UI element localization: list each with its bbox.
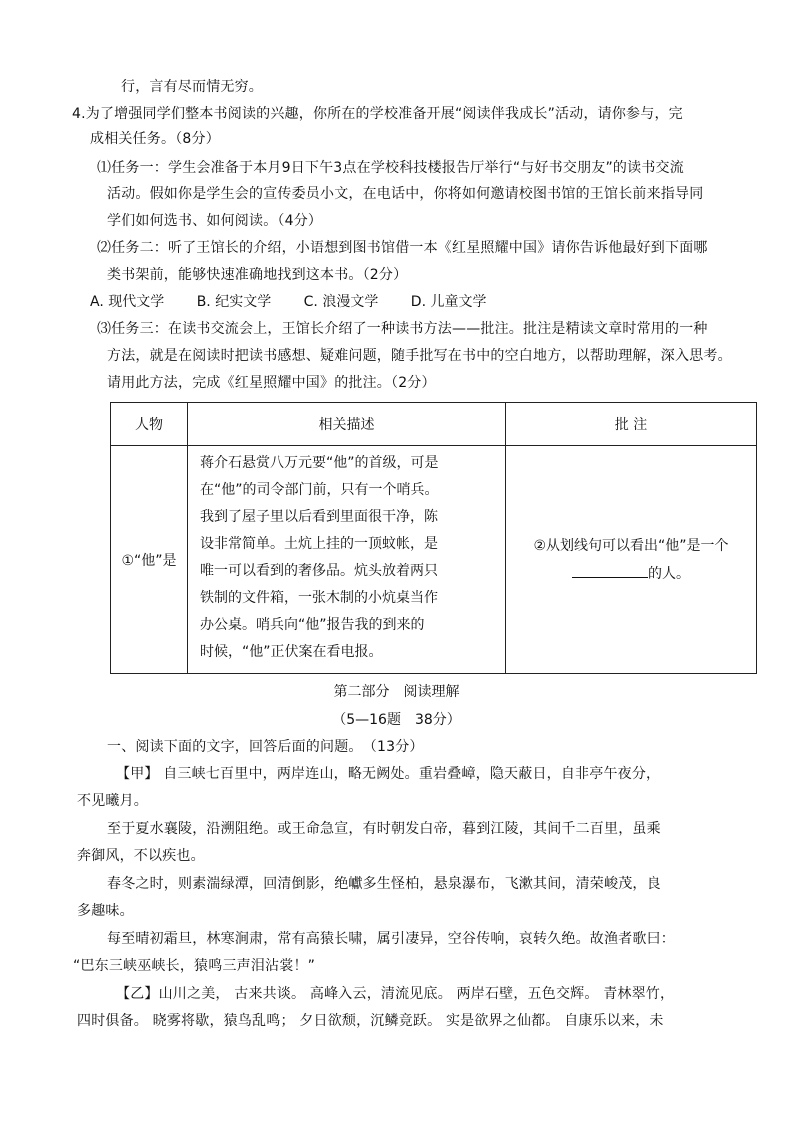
header-description: 相关描述 [188,403,506,446]
task-1-line: 活动。假如你是学生会的宣传委员小文，在电话中，你将如何邀请校图书馆的王馆长前来指导同 [107,186,704,202]
person-cell: ①“他”是 [111,446,188,674]
task-2-line: ⑵任务二：听了王馆长的介绍，小语想到图书馆借一本《红星照耀中国》请你告诉他最好到下面哪 [97,240,708,256]
annotation-blank-line [506,560,756,588]
description-line: 我到了屋子里以后看到里面很干净，陈 [200,509,438,525]
task-2-line: 类书架前，能够快速准确地找到这本书。（2分） [107,267,408,283]
passage-line: 至于夏水襄陵，沿溯阻绝。或王命急宣，有时朝发白帝，暮到江陵，其间千二百里，虽乘 [107,821,661,837]
reading-intro: 一、阅读下面的文字，回答后面的问题。 （13分） [107,739,424,755]
passage-line: 多趣味。 [77,903,134,919]
question-4-line: 4.为了增强同学们整本书阅读的兴趣，你所在的学校准备开展“阅读伴我成长”活动，请你参与，完 [72,106,683,122]
passage-line: 奔御风，不以疾也。 [77,848,205,864]
option-c: C. 浪漫文学 [303,294,379,310]
description-cell [188,446,506,674]
section-range: （5—16题 38分） [332,712,461,728]
passage-line: 不见曦月。 [77,793,148,809]
passage-line: “巴东三峡巫峡长，猿鸣三声泪沾裳！” [73,958,316,974]
option-d: D. 儿童文学 [410,294,487,310]
passage-line: 每至晴初霜旦，林寒涧肃，常有高猿长啸，属引凄异，空谷传响，哀转久绝。故渔者歌曰： [107,931,675,947]
table-row [111,446,757,674]
description-line: 铁制的文件箱，一张木制的小炕桌当作 [200,590,438,606]
header-person: 人物 [111,403,188,446]
annotation-table [110,402,757,674]
task-1-line: 学们如何选书、如何阅读。（4分） [107,213,323,229]
annotation-cell[interactable] [506,446,757,674]
header-annotation: 批 注 [506,403,757,446]
answer-blank[interactable] [572,563,648,578]
passage-line: 【甲】 自三峡七百里中，两岸连山，略无阙处。重岩叠嶂，隐天蔽日，自非亭午夜分， [116,766,661,782]
option-b: B. 纪实文学 [196,294,272,310]
text-line: 行，言有尽而情无穷。 [121,79,263,95]
task-3-line: 请用此方法，完成《红星照耀中国》的批注。（2分） [107,375,436,391]
section-title: 第二部分 阅读理解 [333,684,460,700]
option-list [90,292,514,312]
passage-line: 【乙】山川之美， 古来共谈。 高峰入云，清流见底。 两岸石壁，五色交辉。 青林翠竹， [116,986,675,1002]
description-line: 设非常简单。土炕上挂的一顶蚊帐，是 [200,536,438,552]
description-line: 唯一可以看到的奢侈品。炕头放着两只 [200,563,438,579]
description-line: 办公桌。哨兵向“他”报告我的到来的 [200,617,425,633]
description-line: 在“他”的司令部门前，只有一个哨兵。 [200,482,439,498]
passage-line: 春冬之时，则素湍绿潭，回清倒影，绝巘多生怪柏，悬泉瀑布，飞漱其间，清荣峻茂，良 [107,876,661,892]
passage-line: 四时俱备。 晓雾将歇，猿鸟乱鸣； 夕日欲颓，沉鳞竞跃。 实是欲界之仙都。 自康乐以来，未 [77,1013,664,1029]
table-header-row [111,403,757,446]
question-4-line: 成相关任务。（8分） [90,131,220,147]
annotation-prompt: ②从划线句可以看出“他”是一个 [533,537,729,554]
description-line: 时候，“他”正伏案在看电报。 [200,644,383,660]
task-3-line: 方法，就是在阅读时把读书感想、疑难问题，随手批写在书中的空白地方，以帮助理解，深入思考。 [107,348,732,364]
task-3-line: ⑶任务三：在读书交流会上，王馆长介绍了一种读书方法——批注。批注是精读文章时常用的一种 [97,321,708,337]
task-1-line: ⑴任务一：学生会准备于本月9日下午3点在学校科技楼报告厅举行“与好书交朋友”的读书交流 [97,160,684,176]
description-line: 蒋介石悬赏八万元要“他”的首级，可是 [200,455,439,471]
annotation-suffix: 的人。 [648,565,690,582]
option-a: A. 现代文学 [90,294,165,310]
